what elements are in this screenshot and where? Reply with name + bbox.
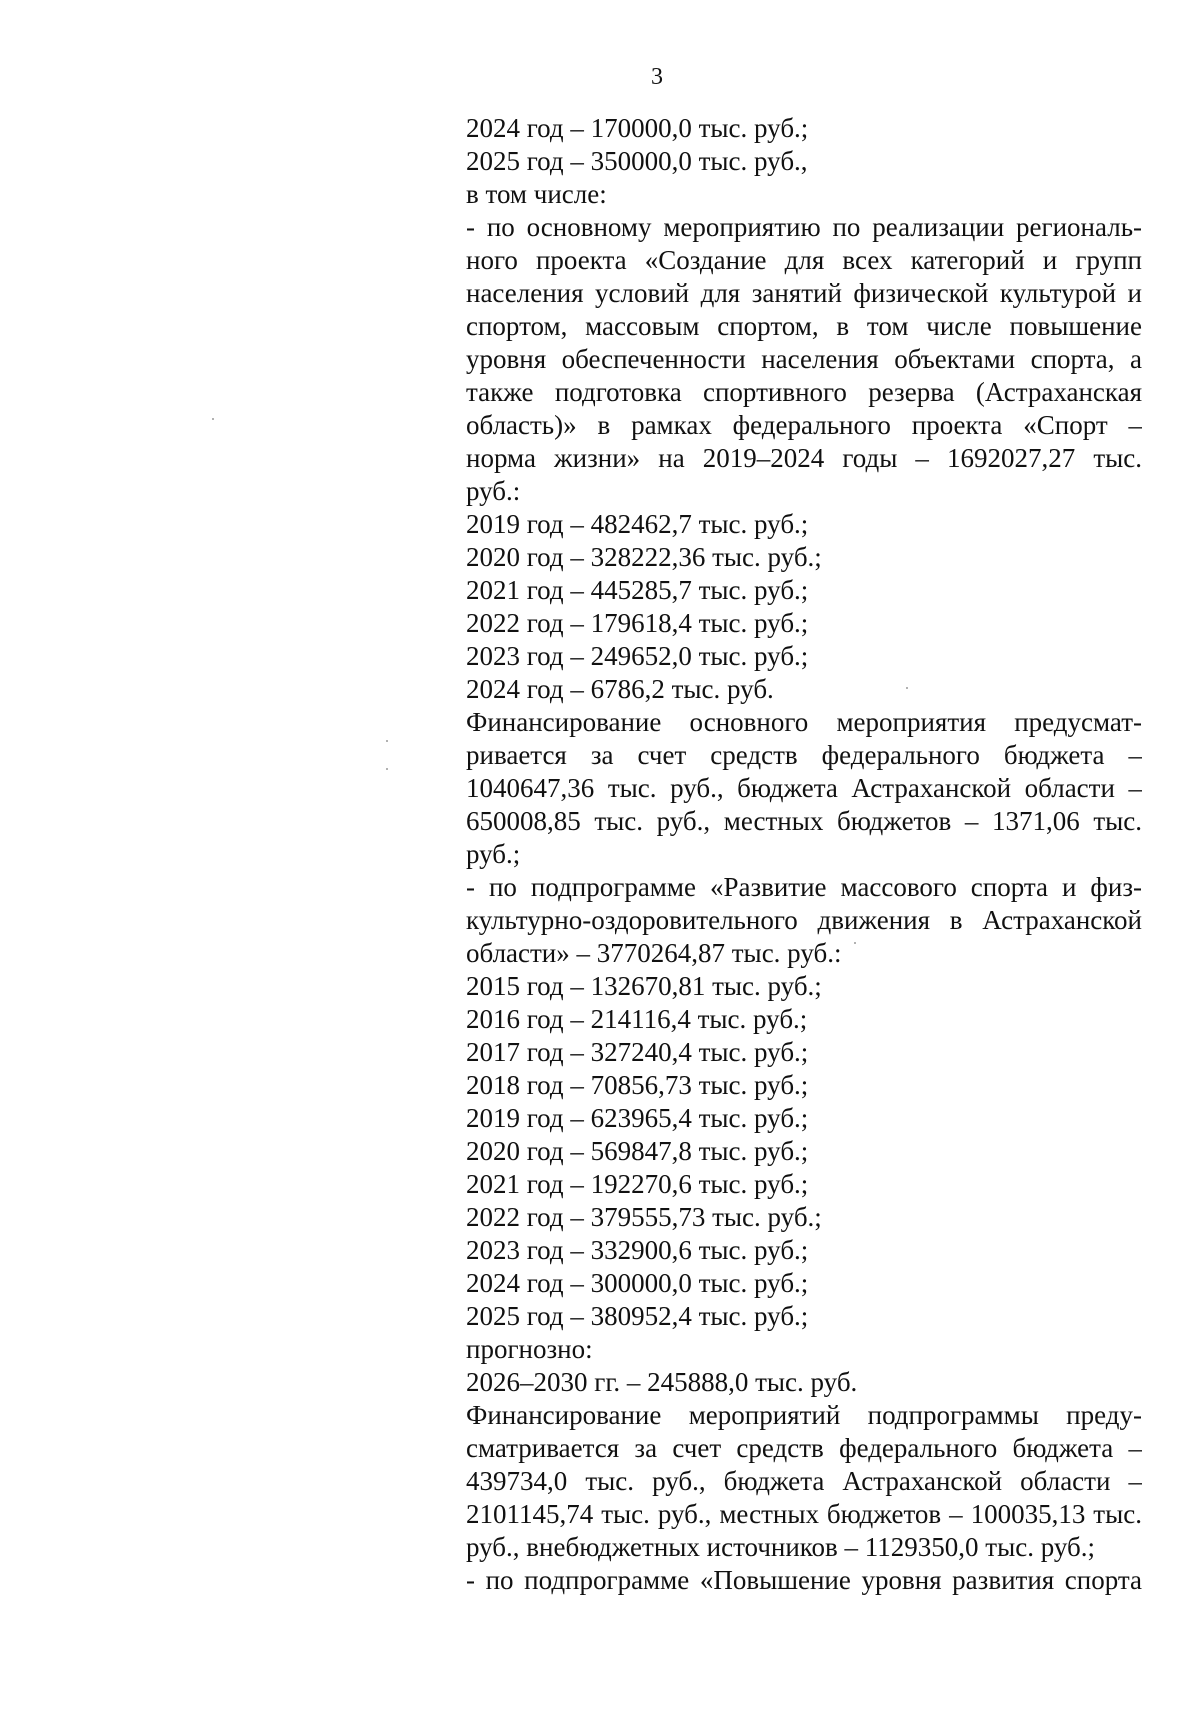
text-line: 2020 год – 569847,8 тыс. руб.; <box>466 1136 809 1166</box>
text-line: Финансирование мероприятий подпрограммы преду- <box>466 1400 1142 1430</box>
text-line: спортом, массовым спортом, в том числе повышение <box>466 311 1142 341</box>
text-line: 2021 год – 192270,6 тыс. руб.; <box>466 1169 809 1199</box>
text-line: 2019 год – 482462,7 тыс. руб.; <box>466 509 809 539</box>
text-line: руб.: <box>466 476 521 506</box>
text-line: норма жизни» на 2019–2024 годы – 1692027,27 тыс. <box>466 443 1142 473</box>
text-line: 2023 год – 249652,0 тыс. руб.; <box>466 641 809 671</box>
text-line: также подготовка спортивного резерва (Астраханская <box>466 377 1142 407</box>
page-number-text: 3 <box>651 64 663 90</box>
page-number <box>0 62 1200 92</box>
text-line: 2022 год – 379555,73 тыс. руб.; <box>466 1202 822 1232</box>
text-line: 2022 год – 179618,4 тыс. руб.; <box>466 608 809 638</box>
text-line: области» – 3770264,87 тыс. руб.: <box>466 938 842 968</box>
text-line: ривается за счет средств федерального бюджета – <box>466 740 1142 770</box>
text-line: 2016 год – 214116,4 тыс. руб.; <box>466 1004 808 1034</box>
text-line: Финансирование основного мероприятия предусмат- <box>466 707 1142 737</box>
text-line: 2021 год – 445285,7 тыс. руб.; <box>466 575 809 605</box>
text-line: 650008,85 тыс. руб., местных бюджетов – 1371,06 тыс. <box>466 806 1142 836</box>
text-line: 2025 год – 380952,4 тыс. руб.; <box>466 1301 809 1331</box>
scan-speck <box>386 740 388 742</box>
text-line: - по подпрограмме «Развитие массового спорта и физ- <box>466 872 1142 902</box>
text-line: 2020 год – 328222,36 тыс. руб.; <box>466 542 822 572</box>
text-line: 2019 год – 623965,4 тыс. руб.; <box>466 1103 809 1133</box>
scan-speck <box>854 942 856 944</box>
text-line: культурно-оздоровительного движения в Астраханской <box>466 905 1142 935</box>
text-line: 1040647,36 тыс. руб., бюджета Астраханской области – <box>466 773 1142 803</box>
text-line: 2017 год – 327240,4 тыс. руб.; <box>466 1037 809 1067</box>
scan-speck <box>386 768 388 770</box>
text-line: 2101145,74 тыс. руб., местных бюджетов – 100035,13 тыс. <box>466 1499 1142 1529</box>
text-line: 2024 год – 170000,0 тыс. руб.; <box>466 113 809 143</box>
text-line: 2015 год – 132670,81 тыс. руб.; <box>466 971 822 1001</box>
text-line: руб.; <box>466 839 521 869</box>
text-line: - по основному мероприятию по реализации региональ- <box>466 212 1142 242</box>
text-line: 2024 год – 300000,0 тыс. руб.; <box>466 1268 809 1298</box>
scan-speck <box>906 687 908 689</box>
text-line: ного проекта «Создание для всех категорий и групп <box>466 245 1142 275</box>
scan-speck <box>212 418 214 420</box>
text-line: 439734,0 тыс. руб., бюджета Астраханской области – <box>466 1466 1142 1496</box>
text-line: прогнозно: <box>466 1334 593 1364</box>
text-line: в том числе: <box>466 179 607 209</box>
text-line: - по подпрограмме «Повышение уровня развития спорта <box>466 1565 1142 1595</box>
body-text <box>466 112 1142 1597</box>
text-line: 2023 год – 332900,6 тыс. руб.; <box>466 1235 809 1265</box>
text-line: сматривается за счет средств федерального бюджета – <box>466 1433 1142 1463</box>
text-line: область)» в рамках федерального проекта «Спорт – <box>466 410 1142 440</box>
text-line: 2018 год – 70856,73 тыс. руб.; <box>466 1070 809 1100</box>
text-line: населения условий для занятий физической культурой и <box>466 278 1142 308</box>
text-line: 2026–2030 гг. – 245888,0 тыс. руб. <box>466 1367 858 1397</box>
text-line: руб., внебюджетных источников – 1129350,0 тыс. руб.; <box>466 1532 1096 1562</box>
text-line: 2024 год – 6786,2 тыс. руб. <box>466 674 774 704</box>
text-line: 2025 год – 350000,0 тыс. руб., <box>466 146 808 176</box>
text-line: уровня обеспеченности населения объектами спорта, а <box>466 344 1142 374</box>
